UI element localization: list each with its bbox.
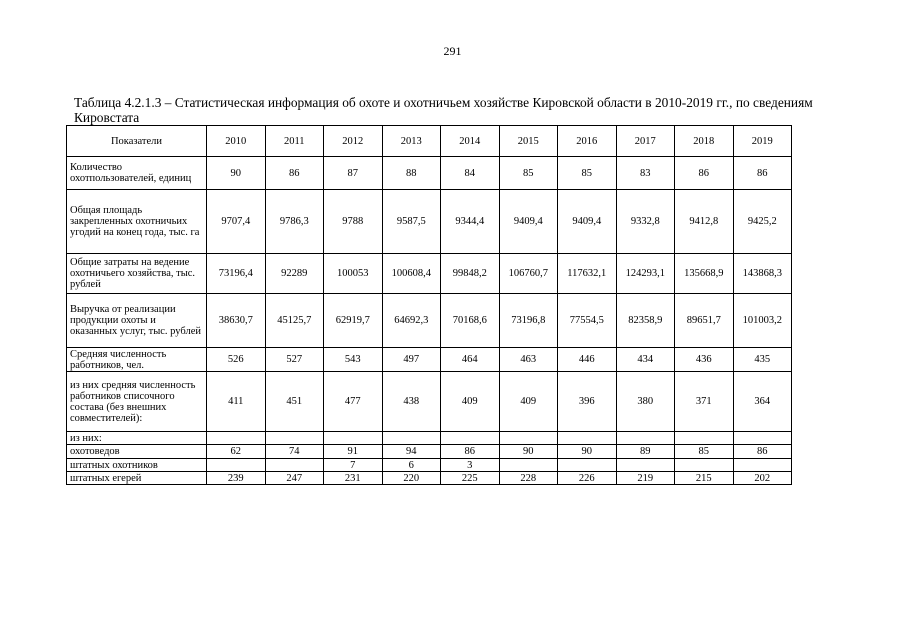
table-cell: 497 — [382, 348, 441, 372]
table-cell — [499, 459, 558, 472]
table-cell: 77554,5 — [558, 294, 617, 348]
header-cell: 2014 — [441, 126, 500, 157]
table-cell — [558, 459, 617, 472]
table-cell: 85 — [675, 445, 734, 459]
table-cell: 89 — [616, 445, 675, 459]
table-cell: 74 — [265, 445, 324, 459]
table-cell: 239 — [207, 472, 266, 485]
table-cell: 88 — [382, 157, 441, 190]
table-cell: 143868,3 — [733, 254, 792, 294]
table-cell: 85 — [558, 157, 617, 190]
table-cell: 86 — [265, 157, 324, 190]
table-cell: 62 — [207, 445, 266, 459]
statistics-table — [66, 125, 792, 485]
table-cell: 438 — [382, 372, 441, 432]
table-cell: 446 — [558, 348, 617, 372]
row-label: Общие затраты на ведение охотничьего хозяйства, тыс. рублей — [67, 254, 207, 294]
table-cell: 101003,2 — [733, 294, 792, 348]
header-cell: 2012 — [324, 126, 383, 157]
table-cell: 94 — [382, 445, 441, 459]
table-cell: 86 — [675, 157, 734, 190]
row-label: из них: — [67, 432, 207, 445]
table-cell: 70168,6 — [441, 294, 500, 348]
table-cell: 6 — [382, 459, 441, 472]
table-cell: 38630,7 — [207, 294, 266, 348]
row-label: штатных егерей — [67, 472, 207, 485]
table-cell: 9707,4 — [207, 190, 266, 254]
table-cell: 90 — [558, 445, 617, 459]
table-cell: 9409,4 — [499, 190, 558, 254]
table-cell: 9587,5 — [382, 190, 441, 254]
table-cell — [382, 432, 441, 445]
table-cell — [265, 459, 324, 472]
table-cell: 9788 — [324, 190, 383, 254]
table-cell: 84 — [441, 157, 500, 190]
table-cell: 380 — [616, 372, 675, 432]
table-cell: 409 — [441, 372, 500, 432]
row-label: из них средняя численность работников списочного состава (без внешних совместителей): — [67, 372, 207, 432]
header-cell: 2018 — [675, 126, 734, 157]
table-cell: 228 — [499, 472, 558, 485]
table-cell: 82358,9 — [616, 294, 675, 348]
table-cell: 86 — [441, 445, 500, 459]
table-cell: 90 — [207, 157, 266, 190]
table-cell — [616, 432, 675, 445]
table-header-row — [67, 126, 792, 157]
table-cell: 3 — [441, 459, 500, 472]
table-cell: 225 — [441, 472, 500, 485]
table-cell — [499, 432, 558, 445]
table-cell: 64692,3 — [382, 294, 441, 348]
header-cell: Показатели — [67, 126, 207, 157]
table-cell: 91 — [324, 445, 383, 459]
table-cell: 83 — [616, 157, 675, 190]
table-row — [67, 190, 792, 254]
table-row — [67, 372, 792, 432]
table-cell: 231 — [324, 472, 383, 485]
table-cell: 100053 — [324, 254, 383, 294]
table-cell: 92289 — [265, 254, 324, 294]
row-label: Выручка от реализации продукции охоты и оказанных услуг, тыс. рублей — [67, 294, 207, 348]
table-cell: 364 — [733, 372, 792, 432]
table-row — [67, 294, 792, 348]
table-cell: 247 — [265, 472, 324, 485]
table-cell: 9412,8 — [675, 190, 734, 254]
table-cell: 371 — [675, 372, 734, 432]
table-cell: 411 — [207, 372, 266, 432]
table-row — [67, 432, 792, 445]
table-cell: 117632,1 — [558, 254, 617, 294]
table-row — [67, 472, 792, 485]
header-cell: 2010 — [207, 126, 266, 157]
table-cell: 451 — [265, 372, 324, 432]
table-cell — [441, 432, 500, 445]
table-cell: 124293,1 — [616, 254, 675, 294]
table-cell: 463 — [499, 348, 558, 372]
table-cell: 7 — [324, 459, 383, 472]
table-cell: 396 — [558, 372, 617, 432]
table-cell — [675, 432, 734, 445]
table-cell — [207, 432, 266, 445]
table-row — [67, 348, 792, 372]
header-cell: 2011 — [265, 126, 324, 157]
row-label: Количество охотпользователей, единиц — [67, 157, 207, 190]
row-label: охотоведов — [67, 445, 207, 459]
table-cell: 220 — [382, 472, 441, 485]
table-cell — [265, 432, 324, 445]
table-cell: 100608,4 — [382, 254, 441, 294]
table-cell: 219 — [616, 472, 675, 485]
table-cell: 106760,7 — [499, 254, 558, 294]
table-cell — [207, 459, 266, 472]
table-caption: Таблица 4.2.1.3 – Статистическая информация об охоте и охотничьем хозяйстве Кировской области в 2010-2019 гг., по сведениям Кировстата — [74, 95, 813, 125]
table-cell — [616, 459, 675, 472]
page-number: 291 — [443, 44, 462, 58]
table-cell: 73196,8 — [499, 294, 558, 348]
header-cell: 2013 — [382, 126, 441, 157]
table-row — [67, 157, 792, 190]
table-cell — [675, 459, 734, 472]
row-label: Средняя численность работников, чел. — [67, 348, 207, 372]
table-cell: 86 — [733, 445, 792, 459]
header-cell: 2016 — [558, 126, 617, 157]
table-cell: 464 — [441, 348, 500, 372]
table-cell: 85 — [499, 157, 558, 190]
table-cell: 477 — [324, 372, 383, 432]
table-cell: 409 — [499, 372, 558, 432]
table-cell — [733, 459, 792, 472]
header-cell: 2019 — [733, 126, 792, 157]
row-label: Общая площадь закрепленных охотничьих угодий на конец года, тыс. га — [67, 190, 207, 254]
table-cell: 135668,9 — [675, 254, 734, 294]
table-cell: 9425,2 — [733, 190, 792, 254]
table-cell: 73196,4 — [207, 254, 266, 294]
table-cell: 9786,3 — [265, 190, 324, 254]
table-cell: 434 — [616, 348, 675, 372]
table-cell: 526 — [207, 348, 266, 372]
table-cell: 9332,8 — [616, 190, 675, 254]
table-cell: 9344,4 — [441, 190, 500, 254]
table-cell: 202 — [733, 472, 792, 485]
table-cell — [558, 432, 617, 445]
header-cell: 2017 — [616, 126, 675, 157]
table-cell: 99848,2 — [441, 254, 500, 294]
table-cell: 87 — [324, 157, 383, 190]
row-label: штатных охотников — [67, 459, 207, 472]
table-cell: 543 — [324, 348, 383, 372]
table-row — [67, 459, 792, 472]
table-cell: 86 — [733, 157, 792, 190]
table-body — [67, 157, 792, 485]
table-row — [67, 445, 792, 459]
table-cell: 62919,7 — [324, 294, 383, 348]
table-cell: 90 — [499, 445, 558, 459]
table-cell — [733, 432, 792, 445]
table-cell: 435 — [733, 348, 792, 372]
table-cell: 89651,7 — [675, 294, 734, 348]
table-cell: 9409,4 — [558, 190, 617, 254]
table-cell: 45125,7 — [265, 294, 324, 348]
header-cell: 2015 — [499, 126, 558, 157]
table-cell: 215 — [675, 472, 734, 485]
table-cell: 226 — [558, 472, 617, 485]
table-row — [67, 254, 792, 294]
table-cell: 527 — [265, 348, 324, 372]
table-cell — [324, 432, 383, 445]
table-cell: 436 — [675, 348, 734, 372]
